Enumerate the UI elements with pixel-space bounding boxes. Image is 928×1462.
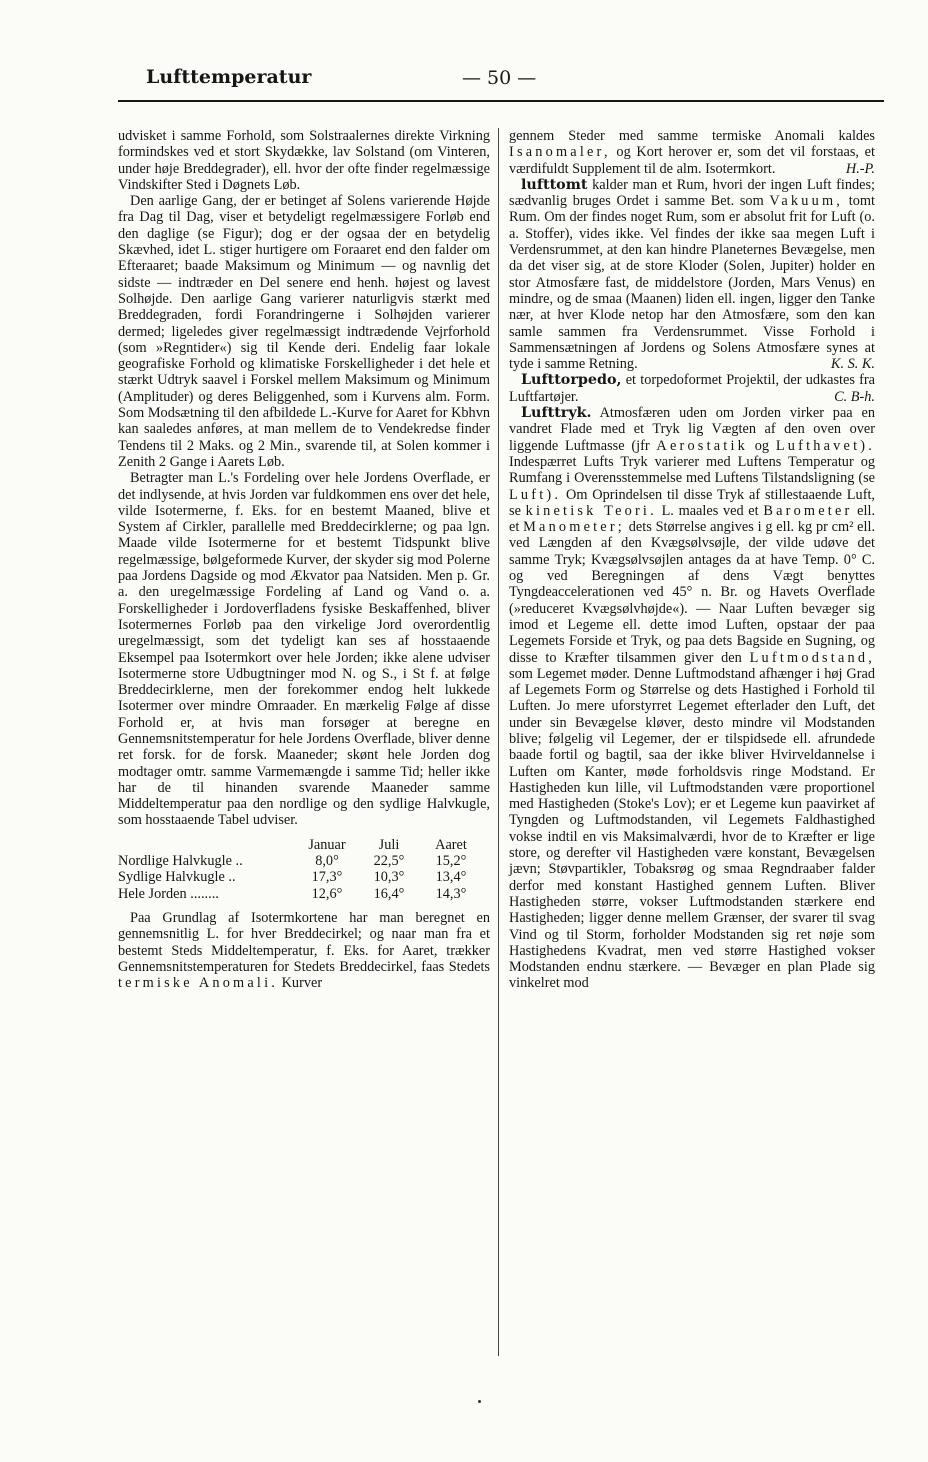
text-run: Paa Grundlag af Isotermkortene har man beregnet en gennemsnitlig L. for hver Breddecirkel; og naar man fra et bestemt Steds Middeltemperatur, f. Eks. for Aaret, trækker Gennemsnitstemperaturen for Stedets Breddecirkel, faas Stedets bbox=[118, 909, 490, 975]
entry-lufttryk bbox=[509, 405, 875, 992]
table-cell: 12,6° bbox=[311, 885, 343, 902]
paragraph: Betragter man L.'s Fordeling over hele Jordens Overflade, er det indlysende, at hvis Jorden var fuldkommen ens over det hele, vilde Isotermerne, f. Eks. for en bestemt Maaned, blive et System af Cirkler, parallelle med Breddecirklerne; og paa lgn. Maade vilde Isotermerne for et bestemt Tidspunkt blive regelmæssige, bølgeformede Kurver, der skyder sig mod Polerne paa Jordens Dagside og mod Ækvator paa Natsiden. Men p. Gr. a. den uregelmæssige Fordeling af Land og Vand o. a. Forskelligheder i Jordoverfladens fysiske Beskaffenhed, bliver Isotermernes Forløb paa den virkelige Jord overordentlig uregelmæssigt, som det tydeligt kan ses af hosstaaende Eksempel paa Isotermkort over hele Jorden; ikke alene udviser Isotermerne store Udbugtninger mod N. og S., i St f. at følge Breddecirklerne, men der forekommer endog helt lukkede Isotermer over mindre Omraader. En mærkelig Følge af disse Forhold er, at hvis man forsøger at beregne en Gennemsnitstemperatur for hele Jordens Overflade, bliver denne ret forsk. for de forsk. Maaneder; skønt hele Jorden dog modtager omtr. samme Varmemængde i samme Tid; heller ikke har de til hinanden svarende Maaneder samme Middeltemperatur paa den nordlige og den sydlige Halvkugle, som hosstaaende Tabel udviser. bbox=[118, 470, 490, 829]
text-run: dets Størrelse angives i g ell. kg pr cm² ell. ved Længden af den Kvægsølvsøjle, der vilde udøve det samme Tryk; Kvægsølvsøjlen antages da at have Temp. 0° C. og ved Beregningen af dens Vægt benyttes Tyngdeaccelerationen ved 45° n. Br. og Havets Overflade (»reduceret Kvægsølvhøjde«). — Naar Luften bevæger sig imod et Legeme ell. dette imod Luften, opstaar der paa Legemets Forside et Tryk, og paa dets Bagside en Sugning, og disse to Kræfter tilsammen giver den bbox=[509, 519, 876, 666]
text-run: Indespærret Lufts Tryk varierer med Luftens Temperatur og Rumfang i Overensstemmelse med Luftens Tilstandsligning (se bbox=[509, 453, 875, 487]
table-cell: 17,3° bbox=[311, 869, 343, 886]
text-run: Atmosfæren uden om Jorden virker paa en vandret Flade med et Tryk lig Vægten af den oven over liggende Luftmasse (jfr bbox=[509, 405, 875, 454]
spaced-term: Barometer bbox=[763, 502, 853, 519]
text-run: Kurver bbox=[281, 975, 323, 992]
table-row bbox=[118, 886, 490, 902]
text-run: L. maales ved et bbox=[661, 502, 759, 519]
table-cell: 22,5° bbox=[373, 853, 405, 870]
table-cell: 14,3° bbox=[435, 885, 467, 902]
text-run: og bbox=[754, 437, 770, 454]
column-divider bbox=[498, 128, 499, 1356]
page-header bbox=[146, 66, 882, 96]
spaced-term: Aerostatik bbox=[656, 437, 748, 454]
spaced-term: Manometer; bbox=[523, 519, 625, 536]
spaced-term: Isanomaler, bbox=[509, 144, 611, 161]
right-column bbox=[509, 128, 875, 992]
text-run: Om Oprindelsen til disse Tryk af stillestaaende Luft, se bbox=[509, 486, 875, 519]
author-signature: H.-P. bbox=[845, 160, 875, 177]
text-run: tomt Rum. Om der findes noget Rum, som er absolut frit for Luft (o. a. Stoffer), vides ikke. Vel findes der ikke saa megen Luft i Verdensrummet, at den kan hindre Planeternes Bevægelse, men da det viser sig, at de store Kloder (Solen, Jupiter) holder en stor Atmosfære fast, de middelstore (Jorden, Mars Venus) en mindre, og de smaa (Maanen) liden ell. ingen, ligger den Tanke nær, at hver Klode netop har den Atmosfære, som den kan samle sammen fra Verdensrummet. Visse Forhold i Sammensætningen af Jordens og Solens Atmosfære synes at tyde i samme Retning. bbox=[509, 193, 875, 373]
paragraph bbox=[509, 128, 875, 177]
table-cell: 16,4° bbox=[373, 885, 405, 902]
paragraph bbox=[118, 910, 490, 991]
column-header: Januar bbox=[308, 836, 346, 853]
entry-lufttorpedo bbox=[509, 372, 875, 405]
text-run: kalder man et Rum, hvori der ingen Luft findes; sædvanlig bruges Ordet i samme Bet. som bbox=[509, 176, 876, 210]
table-cell: 8,0° bbox=[315, 853, 339, 870]
text-run: og Kort herover er, som det vil forstaas, et værdifuldt Supplement til de alm. Isotermkort. bbox=[509, 144, 876, 177]
spaced-term: Lufthavet). bbox=[775, 437, 875, 454]
spaced-term: Luft). bbox=[509, 486, 562, 503]
column-header: Juli bbox=[378, 836, 400, 853]
table-cell: 13,4° bbox=[435, 869, 467, 886]
author-signature: C. B-h. bbox=[834, 388, 875, 405]
page-number: — 50 — bbox=[462, 67, 537, 89]
row-label: Sydlige Halvkugle .. bbox=[118, 869, 236, 886]
header-rule bbox=[118, 100, 884, 102]
spaced-term: Vakuum, bbox=[769, 193, 844, 210]
table-header-row bbox=[118, 837, 490, 853]
text-run: som Legemet møder. Denne Luftmodstand afhænger i høj Grad af Legemets Form og Størrelse og dets Hastighed i Forhold til Luften. Jo mere uforstyrret Legemet efterlader den Luft, det under sin Bevægelse kløver, desto mindre vil Modstanden blive; følgelig vil Legemer, der er tilspidsede ell. afrundede baade fortil og bagtil, saa der ikke bliver Hvirveldannelse i Luften om Kanter, møde forholdsvis ringe Modstand. Er Hastigheden kun lille, vil Luftmodstanden være proportionel med Hastigheden (Stoke's Lov); er et Legeme kun paavirket af Tyngden og Luftmodstanden, vil Legemets Faldhastighed vokse indtil en vis Maksimalværdi, hvor de to Kræfter er lige store, og derefter vil Hastigheden være konstant, Bevægelsen jævn; Støvpartikler, Tobaksrøg og smaa Regndraaber falder derfor med konstant Hastighed gennem Luften. Bliver Hastigheden større, vokser Luftmodstanden stærkere end Hastigheden; ligger denne mellem Grænser, der svarer til svag Vind og til Storm, forholder Modstanden sig ret nøje som Hastighedens Kvadrat, men ved større Hastighed vokser Modstanden endnu stærkere. — Bevæger en plan Plade sig vinkelret mod bbox=[509, 665, 875, 992]
table-cell: 10,3° bbox=[373, 869, 405, 886]
running-title: Lufttemperatur bbox=[146, 66, 312, 88]
table-row bbox=[118, 853, 490, 869]
spaced-term: kinetisk Teori. bbox=[525, 502, 657, 519]
left-column bbox=[118, 128, 490, 991]
row-label: Nordlige Halvkugle .. bbox=[118, 853, 243, 870]
author-signature: K. S. K. bbox=[830, 356, 875, 373]
row-label: Hele Jorden ........ bbox=[118, 885, 219, 902]
paragraph: Den aarlige Gang, der er betinget af Solens varierende Højde fra Dag til Dag, viser et betydeligt regelmæssigere Forløb end den daglige (se Figur); dog er der ogsaa der en betydelig Skævhed, idet L. stiger hurtigere om Foraaret end den falder om Efteraaret; baade Maksimum og Minimum — og navnlig det sidste — indtræder en Del senere end henh. højest og lavest Solhøjde. Den aarlige Gang varierer naturligvis stærkt med Breddegraden, fordi Forandringerne i Solhøjden varierer dermed; ligeledes giver regelmæssigt indtrædende Vejrforhold (som »Regntider«) sig til Kende deri. Endelig faar lokale geografiske Forhold og klimatiske Forskelligheder i det hele et stærkt Udtryk saavel i Forskel mellem Maksimum og Minimum (Amplituder) og deres Beliggenhed, som i Kurvens alm. Form. Som Modsætning til den afbildede L.-Kurve for Aaret for Kbhvn kan saaledes anføres, at man mellem de to Vendekredse finder Tendens til 2 Maks. og 2 Min., svarende til, at Solen kommer i Zenith 2 Gange i Aarets Løb. bbox=[118, 193, 490, 470]
table-cell: 15,2° bbox=[435, 853, 467, 870]
text-run: et torpedoformet Projektil, der udkastes fra Luftfartøjer. bbox=[509, 372, 876, 405]
print-speck bbox=[478, 1400, 481, 1403]
table-row bbox=[118, 869, 490, 885]
entry-lufttomt bbox=[509, 177, 875, 373]
text-run: gennem Steder med samme termiske Anomali kaldes bbox=[509, 128, 875, 144]
entry-term: lufttomt bbox=[521, 176, 588, 193]
paragraph: udvisket i samme Forhold, som Solstraalernes direkte Virkning formindskes ved et stort Skydække, lav Solstand (om Vinteren, under høje Breddegrader), ell. hvor der ofte finder regelmæssige Vindskifter Sted i Døgnets Løb. bbox=[118, 128, 490, 193]
entry-term: Lufttryk. bbox=[521, 405, 592, 422]
spaced-term: termiske Anomali. bbox=[118, 975, 279, 992]
spaced-term: Luftmodstand, bbox=[749, 649, 875, 666]
column-header: Aaret bbox=[435, 836, 467, 853]
text-run: ell. et bbox=[509, 502, 876, 536]
temperature-table bbox=[118, 837, 490, 902]
entry-term: Lufttorpedo, bbox=[521, 372, 622, 389]
table-cell bbox=[118, 837, 296, 853]
